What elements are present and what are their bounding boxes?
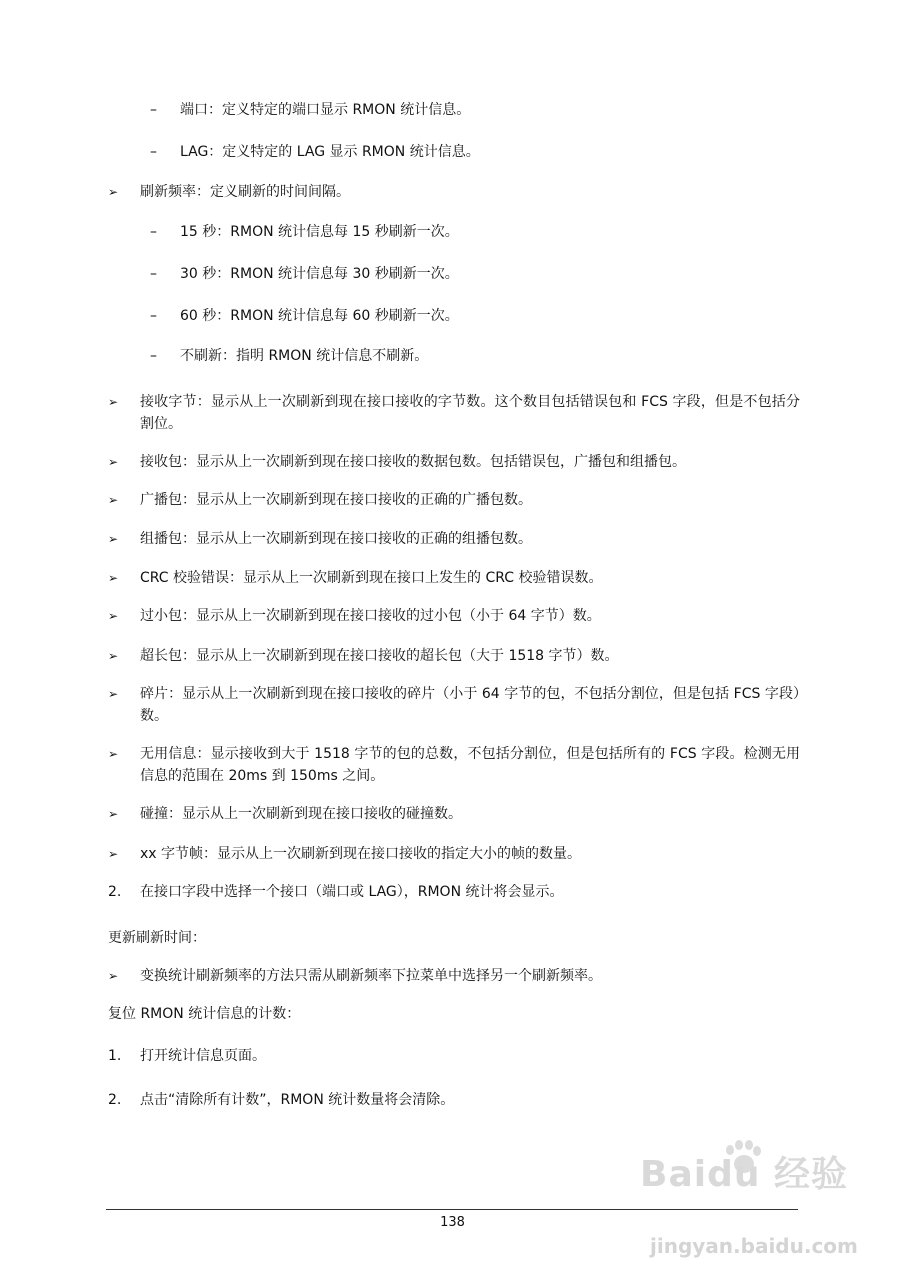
item-marker: –: [150, 308, 157, 324]
item-marker: 2.: [108, 884, 122, 900]
item-marker: ➢: [108, 649, 119, 663]
watermark-logo: Baidu 经验: [640, 1154, 849, 1195]
item-marker: 1.: [108, 1048, 122, 1064]
item-text: 接收字节：显示从上一次刷新到现在接口接收的字节数。这个数目包括错误包和 FCS 字段，但是不包括分割位。: [140, 394, 800, 432]
footer-divider: [106, 1209, 798, 1210]
item-marker: ➢: [108, 455, 119, 469]
item-text: xx 字节帧：显示从上一次刷新到现在接口接收的指定大小的帧的数量。: [140, 846, 582, 862]
item-text: 60 秒：RMON 统计信息每 60 秒刷新一次。: [180, 308, 459, 324]
item-text: 在接口字段中选择一个接口（端口或 LAG），RMON 统计将会显示。: [140, 884, 564, 900]
item-marker: –: [150, 224, 157, 240]
item-text: 变换统计刷新频率的方法只需从刷新频率下拉菜单中选择另一个刷新频率。: [140, 968, 602, 984]
item-marker: ➢: [108, 395, 119, 409]
section-heading: 复位 RMON 统计信息的计数：: [108, 1006, 301, 1022]
item-marker: ➢: [108, 969, 119, 983]
item-text: CRC 校验错误：显示从上一次刷新到现在接口上发生的 CRC 校验错误数。: [140, 570, 603, 586]
item-marker: ➢: [108, 847, 119, 861]
item-marker: ➢: [108, 493, 119, 507]
watermark-url: jingyan.baidu.com: [650, 1234, 858, 1258]
item-marker: ➢: [108, 185, 119, 199]
item-marker: 2.: [108, 1092, 122, 1108]
item-text: 碎片：显示从上一次刷新到现在接口接收的碎片（小于 64 字节的包，不包括分割位，但是包括 FCS 字段）数。: [140, 686, 800, 724]
item-marker: ➢: [108, 807, 119, 821]
item-text: 15 秒：RMON 统计信息每 15 秒刷新一次。: [180, 224, 459, 240]
item-text: 打开统计信息页面。: [140, 1048, 266, 1064]
item-marker: ➢: [108, 532, 119, 546]
item-marker: –: [150, 102, 157, 118]
item-marker: –: [150, 348, 157, 364]
item-text: 超长包：显示从上一次刷新到现在接口接收的超长包（大于 1518 字节）数。: [140, 648, 619, 664]
item-marker: –: [150, 266, 157, 282]
item-text: LAG：定义特定的 LAG 显示 RMON 统计信息。: [180, 144, 480, 160]
item-text: 无用信息：显示接收到大于 1518 字节的包的总数，不包括分割位，但是包括所有的 FCS 字段。检测无用信息的范围在 20ms 到 150ms 之间。: [140, 746, 800, 784]
page-number: 138: [440, 1215, 465, 1230]
item-text: 接收包：显示从上一次刷新到现在接口接收的数据包数。包括错误包，广播包和组播包。: [140, 454, 686, 470]
item-text: 刷新频率：定义刷新的时间间隔。: [140, 184, 350, 200]
item-text: 组播包：显示从上一次刷新到现在接口接收的正确的组播包数。: [140, 531, 532, 547]
item-marker: ➢: [108, 687, 119, 701]
item-marker: ➢: [108, 571, 119, 585]
item-marker: ➢: [108, 609, 119, 623]
item-text: 端口：定义特定的端口显示 RMON 统计信息。: [180, 102, 471, 118]
section-heading: 更新刷新时间：: [108, 930, 206, 946]
item-text: 广播包：显示从上一次刷新到现在接口接收的正确的广播包数。: [140, 492, 532, 508]
item-text: 不刷新：指明 RMON 统计信息不刷新。: [180, 348, 429, 364]
item-marker: ➢: [108, 747, 119, 761]
item-text: 过小包：显示从上一次刷新到现在接口接收的过小包（小于 64 字节）数。: [140, 608, 601, 624]
item-text: 点击“清除所有计数”，RMON 统计数量将会清除。: [140, 1092, 455, 1108]
item-text: 碰撞：显示从上一次刷新到现在接口接收的碰撞数。: [140, 806, 462, 822]
item-text: 30 秒：RMON 统计信息每 30 秒刷新一次。: [180, 266, 459, 282]
item-marker: –: [150, 144, 157, 160]
